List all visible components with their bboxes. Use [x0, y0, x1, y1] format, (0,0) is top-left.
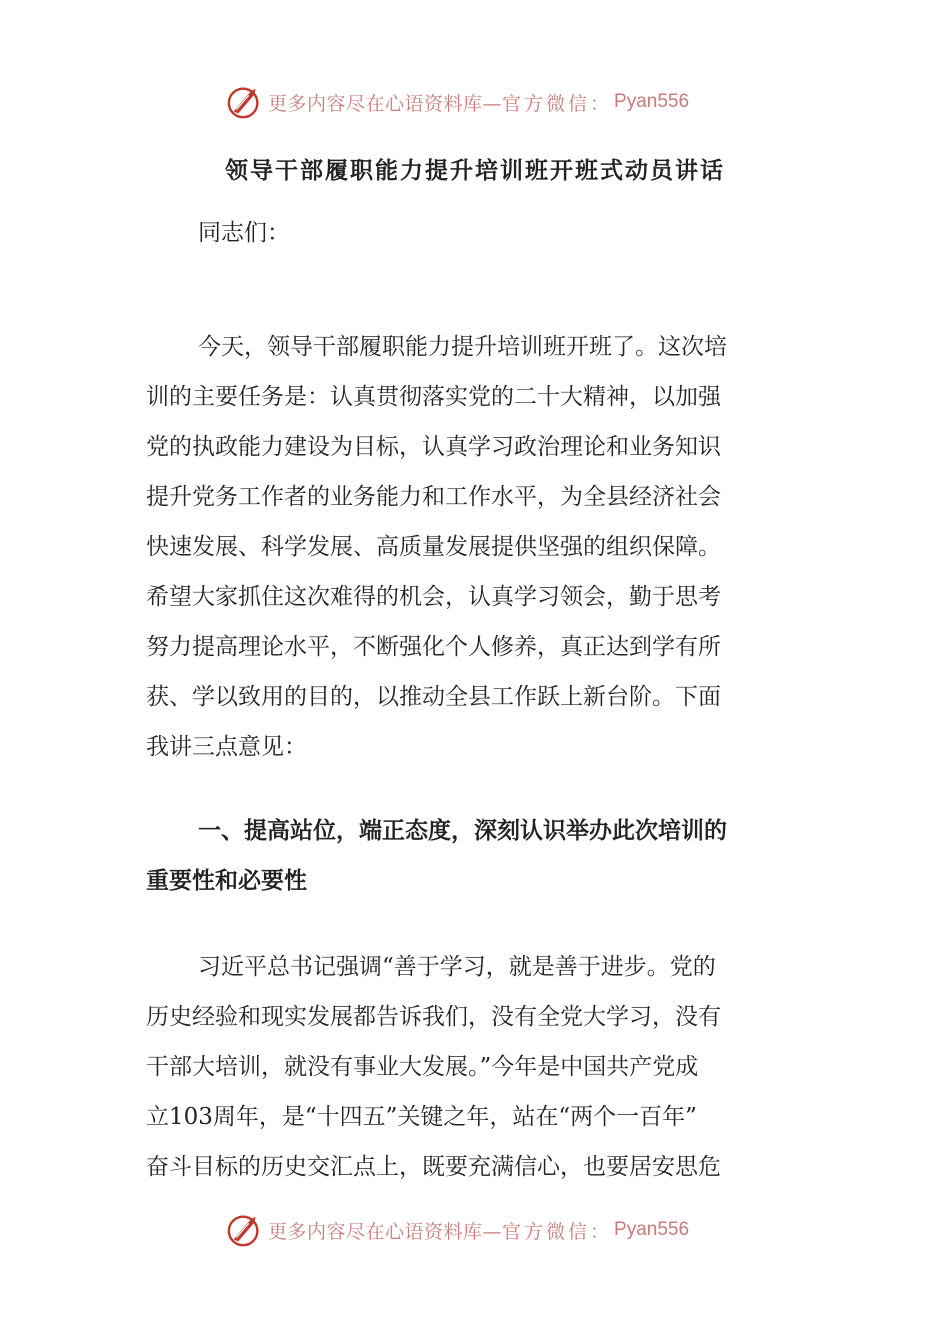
- paragraph-line: 努力提高理论水平，不断强化个人修养，真正达到学有所: [146, 634, 721, 660]
- banner-text: 更多内容尽在心语资料库—: [268, 92, 503, 115]
- section-heading: 重要性和必要性: [146, 867, 307, 894]
- paragraph-line: 提升党务工作者的业务能力和工作水平，为全县经济社会: [146, 484, 721, 510]
- paragraph-line: 今天，领导干部履职能力提升培训班开班了。这次培: [198, 334, 727, 360]
- paragraph-line: 快速发展、科学发展、高质量发展提供坚强的组织保障。: [146, 534, 721, 560]
- footer-banner: [226, 1210, 746, 1250]
- header-banner: [226, 82, 746, 122]
- paragraph-line: 奋斗目标的历史交汇点上，既要充满信心，也要居安思危: [146, 1154, 721, 1180]
- banner-wechat-label: 官方微信：: [502, 92, 613, 115]
- paragraph-line: 习近平总书记强调“善于学习，就是善于进步。党的: [198, 954, 716, 980]
- salutation: 同志们：: [198, 220, 290, 246]
- paragraph-line: 训的主要任务是：认真贯彻落实党的二十大精神，以加强: [146, 384, 721, 410]
- paragraph-line: 历史经验和现实发展都告诉我们，没有全党大学习，没有: [146, 1004, 721, 1030]
- paragraph-line: 获、学以致用的目的，以推动全县工作跃上新台阶。下面: [146, 684, 721, 710]
- paragraph-line: 党的执政能力建设为目标，认真学习政治理论和业务知识: [146, 434, 721, 460]
- banner-wechat-id: Pyan556: [614, 1219, 690, 1240]
- paragraph-line: 干部大培训，就没有事业大发展。”今年是中国共产党成: [146, 1054, 699, 1080]
- document-title: 领导干部履职能力提升培训班开班式动员讲话: [225, 157, 725, 184]
- pen-nib-logo-icon: [226, 1211, 264, 1249]
- pen-nib-logo-icon: [226, 83, 264, 121]
- banner-text: 更多内容尽在心语资料库—: [268, 1220, 503, 1243]
- section-heading: 一、提高站位，端正态度，深刻认识举办此次培训的: [198, 817, 727, 844]
- paragraph-line: 我讲三点意见：: [146, 734, 307, 760]
- banner-wechat-label: 官方微信：: [502, 1220, 613, 1243]
- paragraph-line: 立103周年，是“十四五”关键之年，站在“两个一百年”: [146, 1104, 697, 1130]
- paragraph-line: 希望大家抓住这次难得的机会，认真学习领会，勤于思考: [146, 584, 721, 610]
- banner-wechat-id: Pyan556: [614, 91, 690, 112]
